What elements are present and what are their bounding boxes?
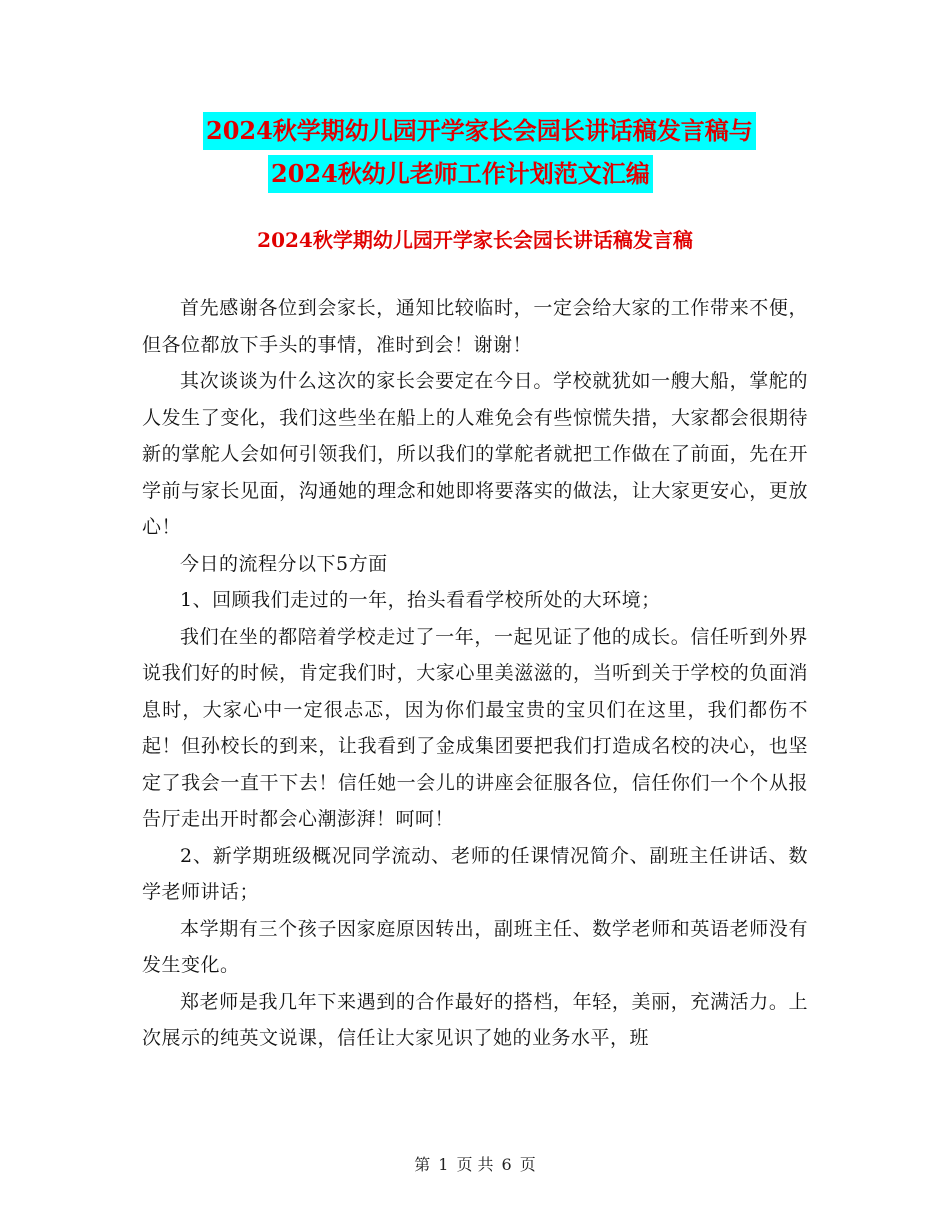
title-highlight-1: 2024秋学期幼儿园开学家长会园长讲话稿发言稿与 [203,112,756,150]
document-title-line-2 [268,155,653,193]
paragraph: 其次谈谈为什么这次的家长会要定在今日。学校就犹如一艘大船，掌舵的人发生了变化，我们这些坐在船上的人难免会有些惊慌失措，大家都会很期待新的掌舵人会如何引领我们，所以我们的掌舵者就把工作做在了前面，先在开学前与家长见面，沟通她的理念和她即将要落实的做法，让大家更安心，更放心！ [142,370,808,538]
page-total: 6 [501,1155,512,1174]
paragraph: 我们在坐的都陪着学校走过了一年，一起见证了他的成长。信任听到外界说我们好的时候，肯定我们时，大家心里美滋滋的，当听到关于学校的负面消息时，大家心中一定很忐忑，因为你们最宝贵的宝贝们在这里，我们都伤不起！但孙校长的到来，让我看到了金成集团要把我们打造成名校的决心，也坚定了我会一直干下去！信任她一会儿的讲座会征服各位，信任你们一个个从报告厅走出开时都会心潮澎湃！呵呵！ [142,625,808,830]
page-suffix: 页 [519,1155,536,1174]
document-title-line-1 [203,112,756,150]
paragraph: 郑老师是我几年下来遇到的合作最好的搭档，年轻，美丽，充满活力。上次展示的纯英文说课，信任让大家见识了她的业务水平，班 [142,990,808,1049]
paragraph: 今日的流程分以下5方面 [180,552,388,575]
document-body [142,290,808,1057]
page-prefix: 第 [414,1155,431,1174]
paragraph: 1、回顾我们走过的一年，抬头看看学校所处的大环境； [180,589,661,611]
paragraph: 首先感谢各位到会家长，通知比较临时，一定会给大家的工作带来不便，但各位都放下手头的事情，准时到会！谢谢！ [142,297,808,356]
title-highlight-2: 2024秋幼儿老师工作计划范文汇编 [268,155,653,193]
section-title: 2024秋学期幼儿园开学家长会园长讲话稿发言稿 [257,228,693,252]
paragraph: 2、新学期班级概况同学流动、老师的任课情况简介、副班主任讲话、数学老师讲话； [142,844,808,903]
page-footer [0,1153,950,1177]
page-mid: 页 共 [456,1155,494,1174]
paragraph: 本学期有三个孩子因家庭原因转出，副班主任、数学老师和英语老师没有发生变化。 [142,917,808,976]
page-number: 1 [438,1155,449,1174]
